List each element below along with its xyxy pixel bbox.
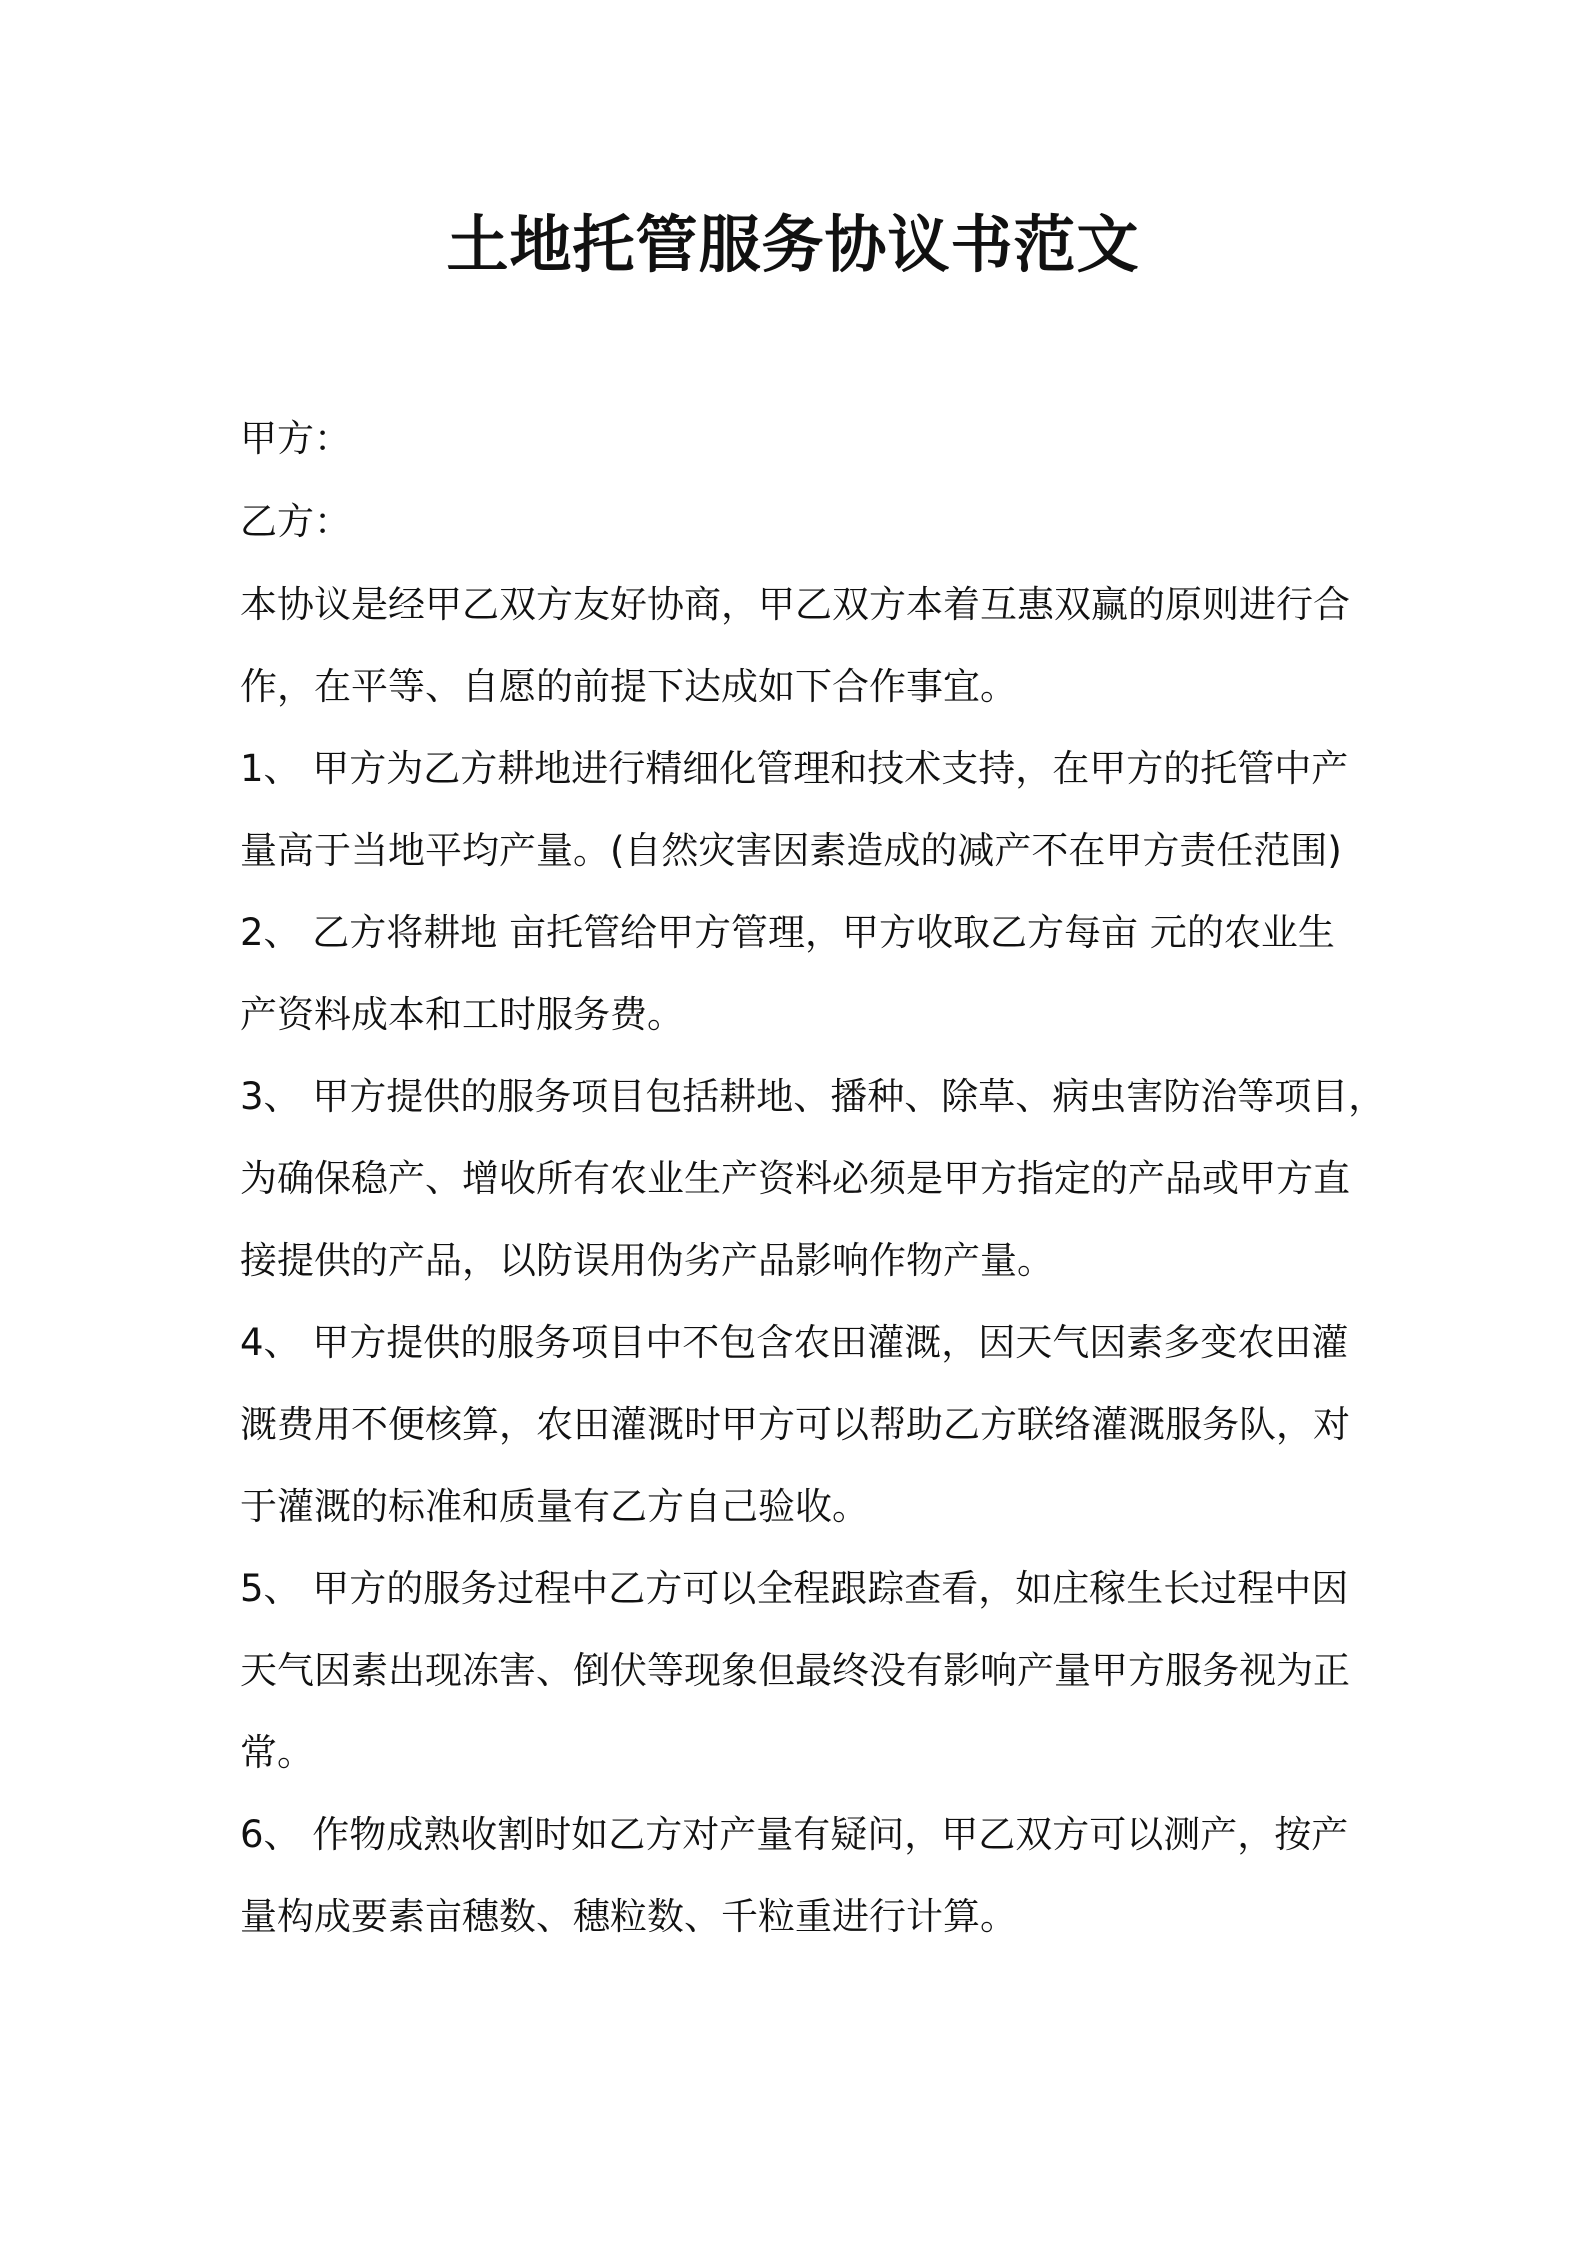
document-title: 土地托管服务协议书范文 <box>446 208 1140 281</box>
clause-3-line-2: 为确保稳产、增收所有农业生产资料必须是甲方指定的产品或甲方直 <box>240 1157 1350 1200</box>
clause-5-line-2: 天气因素出现冻害、倒伏等现象但最终没有影响产量甲方服务视为正 <box>240 1649 1350 1692</box>
clause-2-line-2: 产资料成本和工时服务费。 <box>240 993 684 1036</box>
clause-3-line-3: 接提供的产品，以防误用伪劣产品影响作物产量。 <box>240 1239 1054 1282</box>
party-a-line: 甲方： <box>240 417 351 460</box>
clause-2-line-1: 2、 乙方将耕地 亩托管给甲方管理，甲方收取乙方每亩 元的农业生 <box>240 911 1335 954</box>
clause-4-line-1: 4、 甲方提供的服务项目中不包含农田灌溉，因天气因素多变农田灌 <box>240 1321 1349 1364</box>
clause-4-line-2: 溉费用不便核算，农田灌溉时甲方可以帮助乙方联络灌溉服务队，对 <box>240 1403 1350 1446</box>
clause-5-line-1: 5、 甲方的服务过程中乙方可以全程跟踪查看，如庄稼生长过程中因 <box>240 1567 1349 1610</box>
clause-4-line-3: 于灌溉的标准和质量有乙方自己验收。 <box>240 1485 869 1528</box>
clause-1-line-1: 1、 甲方为乙方耕地进行精细化管理和技术支持，在甲方的托管中产 <box>240 747 1349 790</box>
clause-5-line-3: 常。 <box>240 1731 314 1774</box>
intro-line-1: 本协议是经甲乙双方友好协商，甲乙双方本着互惠双赢的原则进行合 <box>240 583 1350 626</box>
clause-1-line-2: 量高于当地平均产量。(自然灾害因素造成的减产不在甲方责任范围) <box>240 829 1342 872</box>
clause-6-line-1: 6、 作物成熟收割时如乙方对产量有疑问，甲乙双方可以测产，按产 <box>240 1813 1349 1856</box>
clause-6-line-2: 量构成要素亩穗数、穗粒数、千粒重进行计算。 <box>240 1895 1017 1938</box>
clause-3-line-1: 3、 甲方提供的服务项目包括耕地、播种、除草、病虫害防治等项目， <box>240 1075 1386 1118</box>
party-b-line: 乙方： <box>240 500 351 543</box>
intro-line-2: 作，在平等、自愿的前提下达成如下合作事宜。 <box>240 665 1017 708</box>
